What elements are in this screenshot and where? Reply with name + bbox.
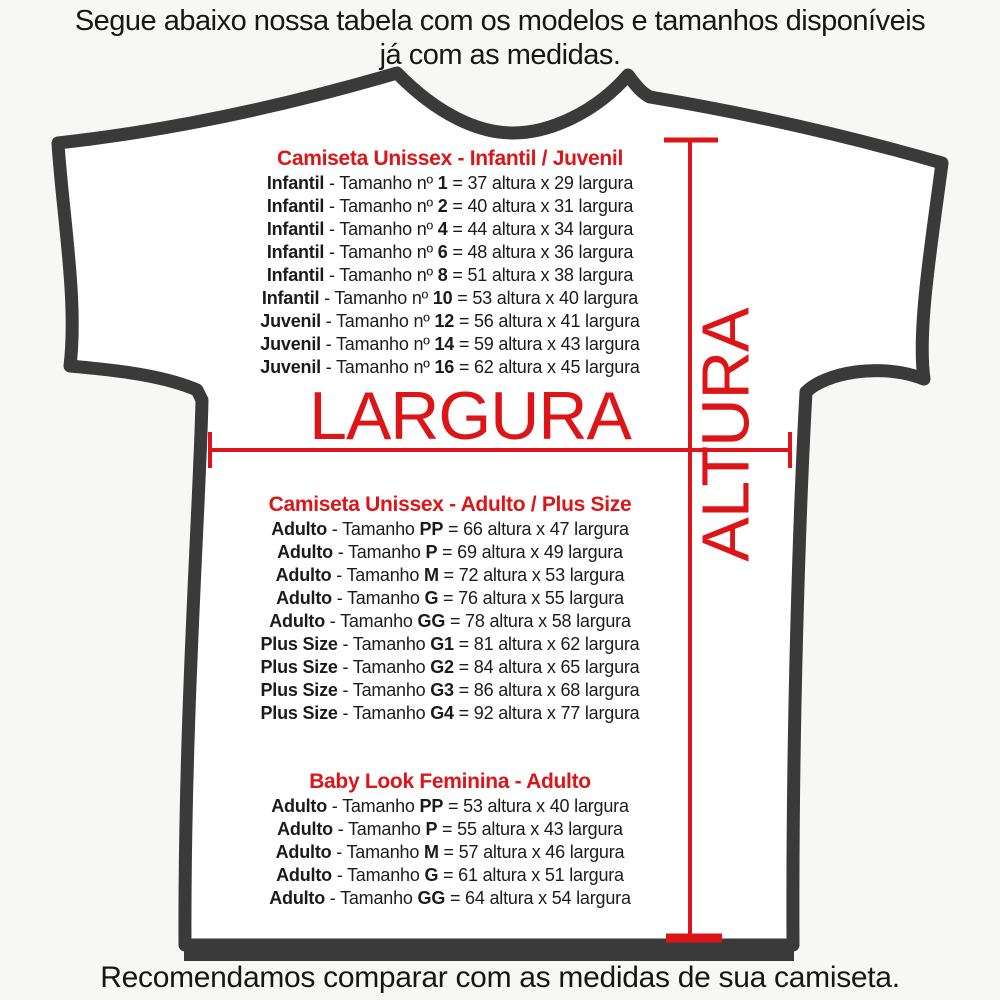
row-size: 4 xyxy=(437,219,448,239)
row-label: Infantil xyxy=(266,219,325,239)
table-baby-look xyxy=(210,769,690,910)
row-label: Adulto xyxy=(275,842,332,862)
table-title: Camiseta Unissex - Infantil / Juvenil xyxy=(276,147,623,170)
table-title: Camiseta Unissex - Adulto / Plus Size xyxy=(268,493,632,516)
row-size: G xyxy=(424,865,439,885)
row-label: Juvenil xyxy=(260,311,321,331)
row-label: Juvenil xyxy=(260,357,321,377)
row-label: Plus Size xyxy=(260,634,338,654)
row-size: GG xyxy=(417,888,446,908)
row-label: Infantil xyxy=(266,265,325,285)
size-row: Plus Size - Tamanho G2 = 84 altura x 65 largura xyxy=(260,657,640,677)
row-label: Infantil xyxy=(266,196,325,216)
height-dimension-label: ALTURA xyxy=(688,308,764,562)
row-label: Adulto xyxy=(275,565,332,585)
size-row: Juvenil - Tamanho nº 16 = 62 altura x 45 largura xyxy=(260,357,640,377)
table-adulto-plus-size xyxy=(210,492,690,725)
row-label: Infantil xyxy=(266,173,325,193)
row-size: 14 xyxy=(434,334,455,354)
row-size: G1 xyxy=(430,634,454,654)
size-row: Infantil - Tamanho nº 6 = 48 altura x 36 largura xyxy=(266,242,634,262)
table-rows xyxy=(210,518,690,725)
size-row: Plus Size - Tamanho G4 = 92 altura x 77 largura xyxy=(260,703,640,723)
row-size: GG xyxy=(417,611,446,631)
row-size: M xyxy=(423,842,439,862)
row-size: PP xyxy=(419,796,444,816)
row-size: G2 xyxy=(430,657,454,677)
row-size: G3 xyxy=(430,680,454,700)
row-label: Plus Size xyxy=(260,680,338,700)
row-label: Adulto xyxy=(269,888,325,908)
row-size: 16 xyxy=(434,357,455,377)
row-label: Adulto xyxy=(276,588,332,608)
row-size: 2 xyxy=(437,196,448,216)
row-size: 12 xyxy=(434,311,455,331)
row-size: 10 xyxy=(432,288,453,308)
size-row: Adulto - Tamanho G = 61 altura x 51 largura xyxy=(276,865,624,885)
row-size: P xyxy=(425,819,438,839)
size-row: Infantil - Tamanho nº 2 = 40 altura x 31 largura xyxy=(266,196,634,216)
size-row: Juvenil - Tamanho nº 12 = 56 altura x 41 largura xyxy=(260,311,640,331)
table-title: Baby Look Feminina - Adulto xyxy=(309,770,591,793)
size-row: Adulto - Tamanho G = 76 altura x 55 largura xyxy=(276,588,624,608)
table-infantil-juvenil xyxy=(210,146,690,379)
row-size: G xyxy=(424,588,439,608)
size-row: Adulto - Tamanho GG = 78 altura x 58 largura xyxy=(269,611,631,631)
size-row: Adulto - Tamanho PP = 66 altura x 47 largura xyxy=(271,519,629,539)
row-size: 8 xyxy=(437,265,448,285)
row-label: Juvenil xyxy=(260,334,321,354)
row-label: Adulto xyxy=(269,611,325,631)
row-size: 6 xyxy=(437,242,448,262)
footer-note: Recomendamos comparar com as medidas de sua camiseta. xyxy=(100,961,900,994)
size-row: Adulto - Tamanho M = 72 altura x 53 largura xyxy=(275,565,625,585)
row-label: Infantil xyxy=(261,288,320,308)
row-label: Adulto xyxy=(277,819,333,839)
row-label: Plus Size xyxy=(260,703,338,723)
size-row: Juvenil - Tamanho nº 14 = 59 altura x 43 largura xyxy=(260,334,640,354)
page-title xyxy=(0,4,1000,72)
row-label: Infantil xyxy=(266,242,325,262)
row-label: Adulto xyxy=(276,865,332,885)
size-row: Infantil - Tamanho nº 8 = 51 altura x 38 largura xyxy=(266,265,634,285)
size-row: Infantil - Tamanho nº 1 = 37 altura x 29 largura xyxy=(266,173,634,193)
header-line2: já com as medidas. xyxy=(379,39,621,71)
header-line1: Segue abaixo nossa tabela com os modelos e tamanhos disponíveis xyxy=(74,5,926,37)
row-size: P xyxy=(425,542,438,562)
row-size: 1 xyxy=(437,173,448,193)
size-row: Plus Size - Tamanho G1 = 81 altura x 62 largura xyxy=(260,634,640,654)
size-row: Plus Size - Tamanho G3 = 86 altura x 68 largura xyxy=(260,680,640,700)
size-row: Infantil - Tamanho nº 4 = 44 altura x 34 largura xyxy=(266,219,634,239)
size-row: Adulto - Tamanho GG = 64 altura x 54 largura xyxy=(269,888,631,908)
table-rows xyxy=(210,172,690,379)
size-row: Adulto - Tamanho P = 69 altura x 49 largura xyxy=(277,542,623,562)
row-size: G4 xyxy=(430,703,454,723)
row-size: M xyxy=(423,565,439,585)
row-label: Adulto xyxy=(277,542,333,562)
size-row: Adulto - Tamanho PP = 53 altura x 40 largura xyxy=(271,796,629,816)
size-row: Adulto - Tamanho P = 55 altura x 43 largura xyxy=(277,819,623,839)
size-row: Adulto - Tamanho M = 57 altura x 46 largura xyxy=(275,842,625,862)
row-label: Plus Size xyxy=(260,657,338,677)
row-label: Adulto xyxy=(271,796,327,816)
table-rows xyxy=(210,795,690,910)
row-label: Adulto xyxy=(271,519,327,539)
size-row: Infantil - Tamanho nº 10 = 53 altura x 40 largura xyxy=(261,288,639,308)
row-size: PP xyxy=(419,519,444,539)
width-dimension-label: LARGURA xyxy=(309,378,631,454)
